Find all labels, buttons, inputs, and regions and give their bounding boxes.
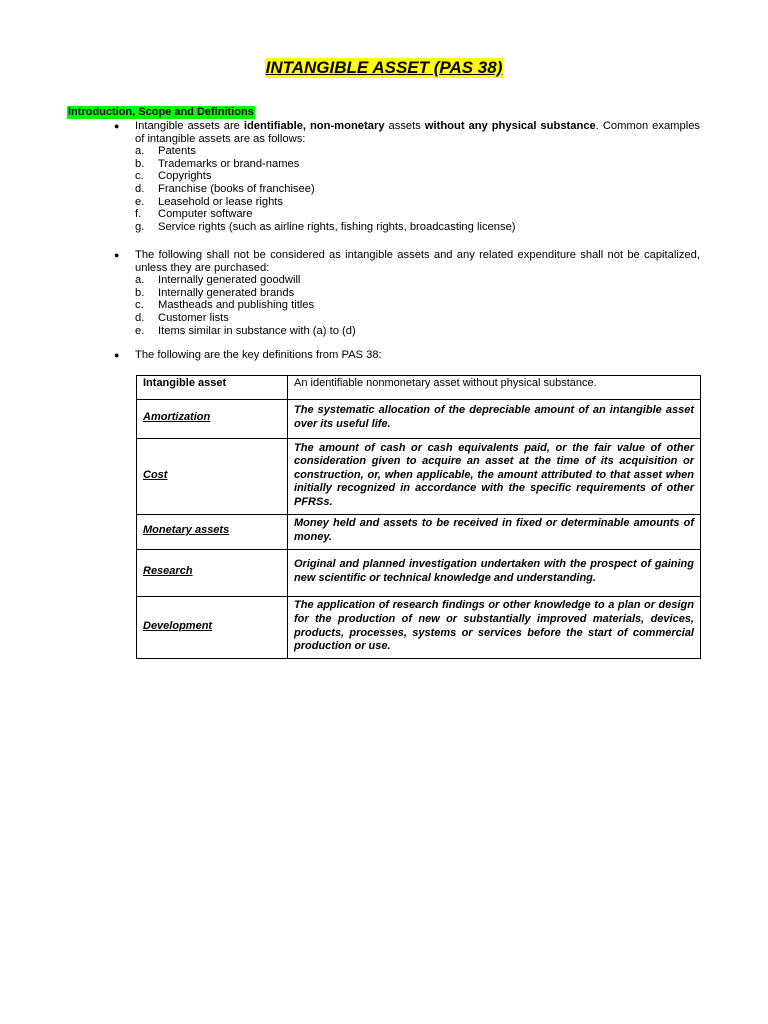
bullet-icon: ● (114, 350, 120, 360)
paragraph-text: assets (388, 120, 421, 132)
table-cell-definition (288, 400, 701, 439)
list-item (135, 287, 700, 300)
table-cell-term (137, 597, 288, 659)
list-item (135, 158, 700, 171)
list-item-letter: e. (135, 195, 145, 208)
list-item (135, 325, 700, 338)
list-item-text: Internally generated brands (158, 286, 295, 299)
table-row (137, 400, 701, 439)
term-text: Development (143, 619, 213, 632)
table-cell-definition (288, 597, 701, 659)
list-item-letter: c. (135, 299, 144, 312)
bullet-icon: ● (114, 250, 120, 260)
list-item-text: Customer lists (158, 311, 229, 324)
bullet-icon: ● (114, 121, 120, 131)
list-item-text: Copyrights (158, 170, 212, 183)
list-item-letter: e. (135, 324, 145, 337)
term-text: Intangible asset (143, 377, 227, 389)
definition-text: The application of research findings or other knowledge to a plan or design for the production of new or substantially improved materials, devices, products, processes, systems or services before the start of commercial production or use. (294, 599, 694, 653)
list-item (135, 196, 700, 209)
bullet-paragraph: The following shall not be considered as intangible assets and any related expenditure shall not be capitalized, unless they are purchased: (135, 249, 700, 274)
paragraph-bold-text: without any physical substance (424, 120, 596, 132)
document-title: INTANGIBLE ASSET (PAS 38) (265, 58, 503, 77)
list-item-text: Franchise (books of franchisee) (158, 182, 315, 195)
table-cell-term (137, 550, 288, 597)
term-text: Cost (143, 468, 168, 481)
table-cell-term (137, 515, 288, 550)
list-item-letter: d. (135, 311, 145, 324)
bullet-block-intangible-examples (114, 120, 700, 233)
bullet-paragraph: The following are the key definitions from PAS 38: (135, 349, 382, 361)
list-item-text: Mastheads and publishing titles (158, 299, 315, 312)
table-cell-definition (288, 515, 701, 550)
table-row (137, 515, 701, 550)
exclusions-list (135, 274, 700, 337)
list-item-text: Items similar in substance with (a) to (d) (158, 324, 356, 337)
table-cell-definition (288, 376, 701, 400)
list-item-letter: c. (135, 170, 144, 183)
list-item-letter: d. (135, 182, 145, 195)
bullet-block-exclusions (114, 249, 700, 337)
list-item-text: Trademarks or brand-names (158, 157, 300, 170)
list-item (135, 312, 700, 325)
paragraph-text: Intangible assets are (135, 120, 240, 132)
list-item (135, 221, 700, 234)
bullet-paragraph (135, 120, 700, 145)
list-item-letter: f. (135, 208, 142, 221)
term-text: Amortization (143, 411, 211, 424)
list-item-letter: b. (135, 157, 145, 170)
list-item (135, 170, 700, 183)
table-cell-definition (288, 550, 701, 597)
list-item-letter: b. (135, 286, 145, 299)
definition-text: An identifiable nonmonetary asset without physical substance. (294, 377, 597, 389)
list-item (135, 145, 700, 158)
list-item (135, 274, 700, 287)
paragraph-text: . Common examples of intangible assets are as follows: (135, 120, 701, 145)
list-item-text: Leasehold or lease rights (158, 195, 284, 208)
title-container (0, 58, 768, 78)
list-item-text: Service rights (such as airline rights, fishing rights, broadcasting license) (158, 220, 516, 233)
definition-text: The systematic allocation of the depreciable amount of an intangible asset over its useful life. (294, 404, 694, 430)
term-text: Research (143, 565, 193, 578)
table-cell-term (137, 376, 288, 400)
table-row (137, 550, 701, 597)
bullet-block-definitions-intro (114, 349, 700, 362)
list-item (135, 208, 700, 221)
section-heading: Introduction, Scope and Definitions (68, 106, 254, 118)
table-row (137, 439, 701, 515)
list-item-text: Patents (158, 145, 196, 158)
list-item-letter: g. (135, 220, 145, 233)
table-row (137, 597, 701, 659)
table-cell-definition (288, 439, 701, 515)
list-item (135, 299, 700, 312)
examples-list (135, 145, 700, 233)
list-item-text: Internally generated goodwill (158, 274, 301, 287)
definition-text: Money held and assets to be received in fixed or determinable amounts of money. (294, 517, 694, 543)
table-row (137, 376, 701, 400)
table-cell-term (137, 400, 288, 439)
definition-text: The amount of cash or cash equivalents paid, or the fair value of other consideration given to acquire an asset at the time of its acquisition or construction, or, when applicable, the amount attributed to that asset when initially recognized in accordance with the specific requirements of other PFRSs. (294, 441, 694, 508)
term-text: Monetary assets (143, 524, 230, 537)
definition-text: Original and planned investigation undertaken with the prospect of gaining new scientific or technical knowledge and understanding. (294, 558, 694, 584)
paragraph-bold-text: identifiable, non-monetary (243, 120, 385, 132)
list-item (135, 183, 700, 196)
list-item-text: Computer software (158, 208, 253, 221)
definitions-table (136, 375, 701, 659)
list-item-letter: a. (135, 145, 145, 158)
list-item-letter: a. (135, 274, 145, 287)
table-cell-term (137, 439, 288, 515)
